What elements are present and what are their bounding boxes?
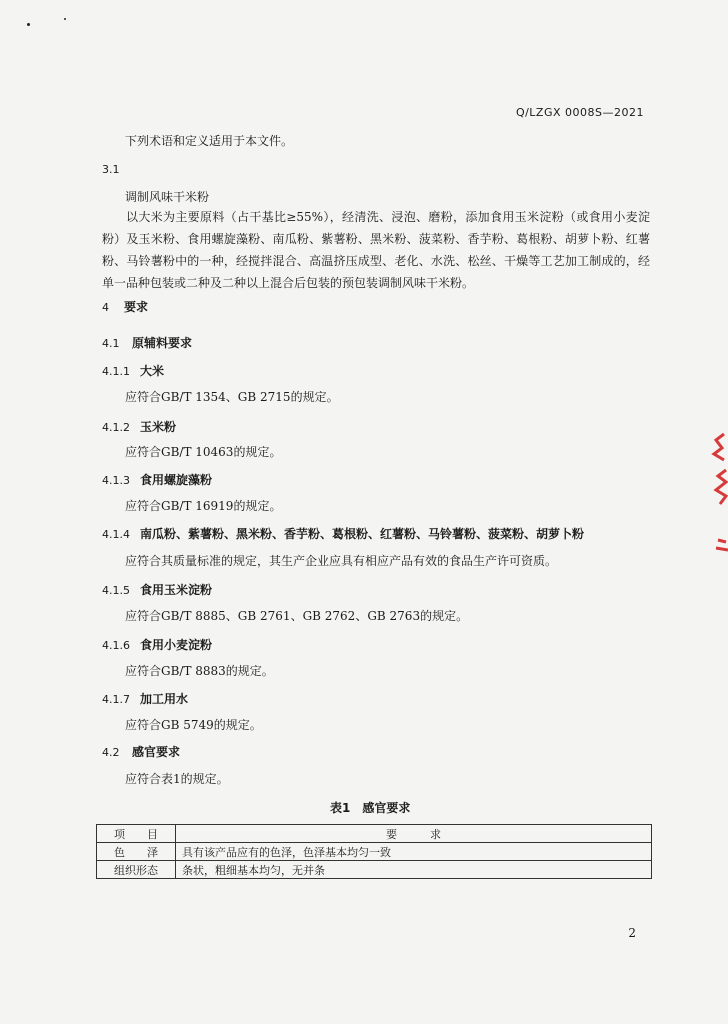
table-header-row: [97, 825, 652, 843]
section-3-1-number: 3.1: [102, 163, 120, 176]
term-definition: 以大米为主要原料（占干基比≥55%），经清洗、浸泡、磨粉，添加食用玉米淀粉（或食用小麦淀粉）及玉米粉、食用螺旋藻粉、南瓜粉、紫薯粉、黑米粉、菠菜粉、香芋粉、葛根粉、胡萝卜粉、红薯粉、马铃薯粉中的一种，经搅拌混合、高温挤压成型、老化、水洗、松丝、干燥等工艺加工制成的，经单一品种包装或二种及二种以上混合后包装的预包装调制风味干米粉。: [102, 210, 650, 290]
document-code: Q/LZGX 0008S—2021: [515, 106, 644, 119]
item-text: 应符合GB/T 16919的规定。: [125, 499, 282, 513]
item-title: 食用玉米淀粉: [140, 583, 213, 597]
section-number: 4.1: [102, 337, 120, 350]
item-title: 玉米粉: [140, 420, 177, 434]
sensory-requirements-table: [96, 824, 652, 879]
item-title: 大米: [140, 364, 165, 378]
item-number: 4.1.4: [102, 528, 130, 541]
stamp-stroke: [716, 540, 728, 550]
section-number: 4: [102, 301, 109, 314]
item-text: 应符合GB/T 10463的规定。: [125, 445, 282, 459]
item-heading: [102, 636, 212, 653]
section-4-2-text: 应符合表1的规定。: [125, 772, 229, 786]
item-text: 应符合GB/T 8885、GB 2761、GB 2762、GB 2763的规定。: [125, 609, 469, 623]
item-number: 4.1.3: [102, 474, 130, 487]
stamp-star: [716, 470, 726, 504]
item-text: 应符合GB/T 1354、GB 2715的规定。: [125, 390, 339, 404]
seal-stamp-fragment: [706, 430, 728, 570]
item-number: 4.1.5: [102, 584, 130, 597]
item-number: 4.1.6: [102, 639, 130, 652]
item-text: 应符合其质量标准的规定，其生产企业应具有相应产品有效的食品生产许可资质。: [125, 554, 558, 568]
item-heading: [102, 471, 212, 488]
item-title: 加工用水: [140, 692, 189, 706]
table-row: [97, 843, 652, 861]
section-4-2-heading: [102, 743, 180, 760]
section-4-heading: [102, 298, 148, 315]
item-title: 食用小麦淀粉: [140, 638, 213, 652]
scan-speck: [27, 23, 30, 26]
table-caption: 表1 感官要求: [330, 801, 411, 815]
table-row: [97, 861, 652, 879]
table-cell: 色 泽: [97, 843, 176, 861]
item-heading: [102, 525, 584, 542]
table-cell: 条状，粗细基本均匀，无并条: [176, 861, 652, 879]
item-number: 4.1.1: [102, 365, 130, 378]
table-cell: 组织形态: [97, 861, 176, 879]
item-text: 应符合GB 5749的规定。: [125, 718, 262, 732]
item-title: 南瓜粉、紫薯粉、黑米粉、香芋粉、葛根粉、红薯粉、马铃薯粉、菠菜粉、胡萝卜粉: [140, 527, 585, 541]
stamp-stroke: [714, 434, 724, 460]
item-heading: [102, 362, 164, 379]
item-text: 应符合GB/T 8883的规定。: [125, 664, 274, 678]
item-heading: [102, 581, 212, 598]
term-name: 调制风味干米粉: [125, 190, 210, 204]
section-title: 感官要求: [132, 745, 181, 759]
table-cell: 具有该产品应有的色泽，色泽基本均匀一致: [176, 843, 652, 861]
scan-speck: [64, 18, 66, 20]
page-number: 2: [628, 926, 636, 940]
item-number: 4.1.7: [102, 693, 130, 706]
item-heading: [102, 690, 188, 707]
section-4-1-heading: [102, 334, 192, 351]
section-title: 要求: [124, 300, 149, 314]
table-header-cell: 项 目: [97, 825, 176, 843]
item-title: 食用螺旋藻粉: [140, 473, 213, 487]
item-heading: [102, 418, 176, 435]
item-number: 4.1.2: [102, 421, 130, 434]
section-number: 4.2: [102, 746, 120, 759]
table-header-cell: 要 求: [176, 825, 652, 843]
intro-text: 下列术语和定义适用于本文件。: [125, 134, 294, 148]
section-title: 原辅料要求: [132, 336, 193, 350]
